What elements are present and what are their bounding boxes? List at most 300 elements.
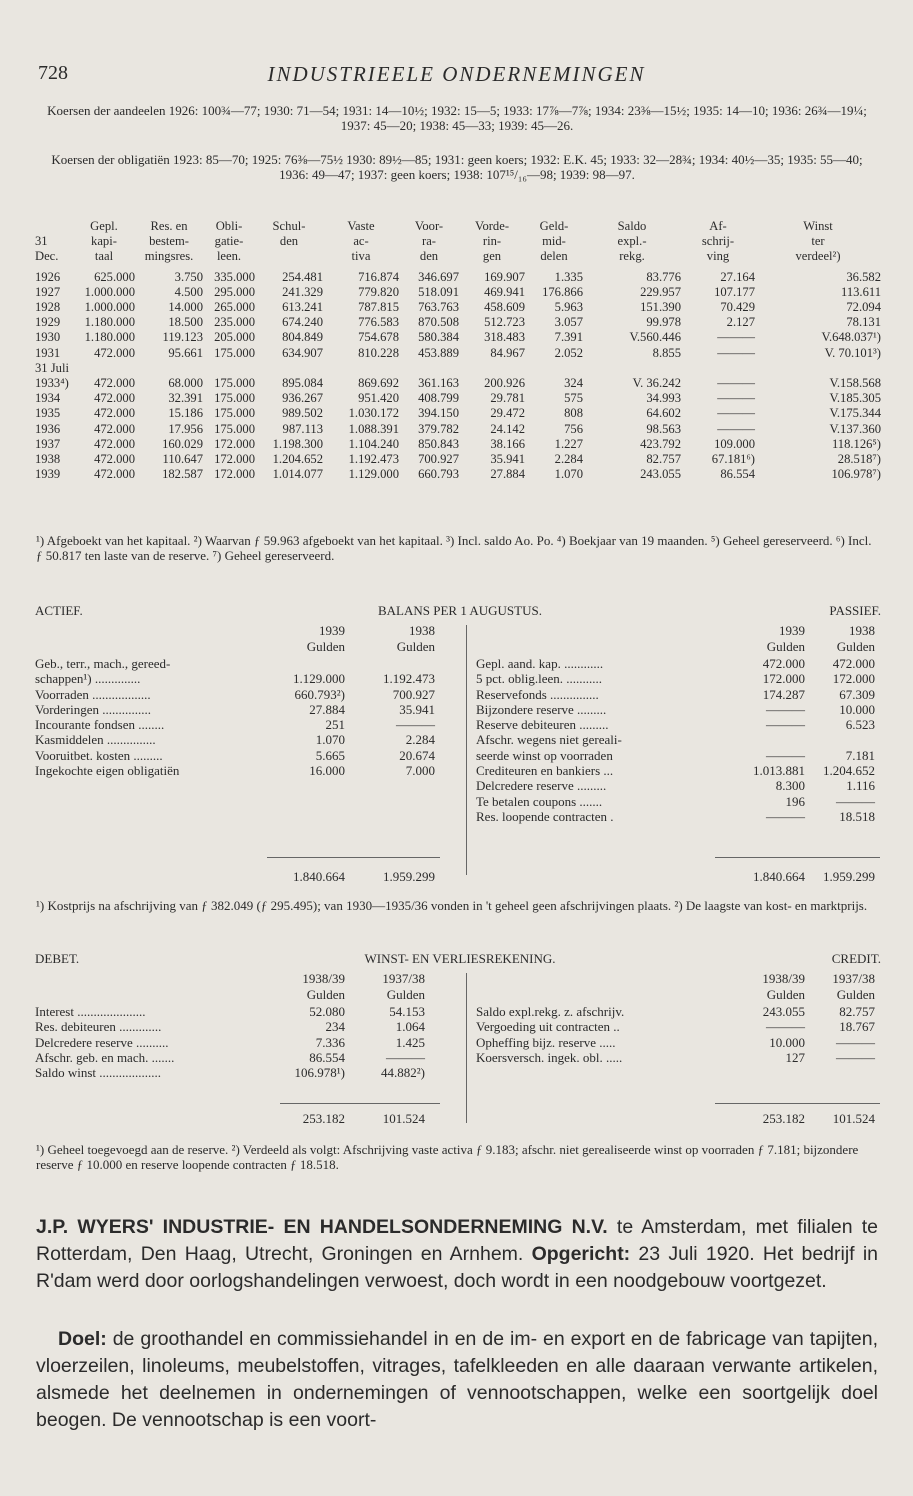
- table-cell: 850.843: [418, 436, 459, 451]
- table-cell: 99.978: [646, 315, 681, 330]
- table-cell: ———: [717, 406, 755, 421]
- table-cell: 182.587: [162, 467, 203, 482]
- ledger-row: [476, 778, 881, 793]
- winst-unit-2: Gulden: [386, 987, 425, 1002]
- balans-notes: ¹) Kostprijs na afschrijving van ƒ 382.049 (ƒ 295.495); van 1930—1935/36 vonden in 't geheel geen afschrijvingen plaats. ²) De laagste van kost- en marktprijs.: [36, 898, 868, 913]
- table-cell: 580.384: [418, 330, 459, 345]
- table-cell: 756: [564, 421, 583, 436]
- main-table-header-cell: [399, 219, 459, 265]
- ledger-value-2: 172.000: [832, 671, 875, 687]
- doel-text: de groothandel en commissiehandel in en de im- en export en de fabricage van tapijten, vloerzeilen, linoleums, meubelstoffen, vitrages, tafelkleeden en alle daaraan verwante artikelen, alsmede het deelnemen in ondernemingen of vennootschappen, welke een soortgelijk doel beogen. De vennootschap is een voort-: [36, 1328, 878, 1431]
- header-line: ving: [706, 249, 730, 264]
- passief-total-rule: [715, 857, 880, 858]
- ledger-label: Res. loopende contracten .: [476, 808, 614, 824]
- actief-total-2: 1.959.299: [383, 869, 435, 884]
- header-line: 31: [35, 234, 48, 248]
- table-row: [35, 391, 881, 406]
- ledger-value-1: 10.000: [769, 1034, 805, 1050]
- table-cell: 324: [564, 376, 583, 391]
- ledger-value-1: 5.665: [315, 747, 345, 763]
- header-line: gatie-: [214, 234, 244, 249]
- ledger-row: [35, 671, 455, 686]
- ledger-row: [476, 732, 881, 747]
- table-cell: ———: [717, 376, 755, 391]
- ledger-row: [35, 1019, 455, 1034]
- ledger-row: [35, 1065, 455, 1080]
- table-cell: 18.500: [168, 315, 203, 330]
- table-cell: 512.723: [484, 315, 525, 330]
- table-cell: 98.563: [646, 421, 681, 436]
- ledger-label: Koersversch. ingek. obl. .....: [476, 1049, 623, 1065]
- ledger-row: [476, 671, 881, 686]
- credit-list: [476, 1004, 881, 1065]
- table-cell: 870.508: [418, 315, 459, 330]
- table-cell: 35.941: [490, 452, 525, 467]
- main-table-header: [35, 219, 881, 270]
- table-cell: [459, 361, 525, 376]
- table-cell: 808: [564, 406, 583, 421]
- company-doel: [36, 1326, 878, 1434]
- table-cell: 625.000: [94, 269, 135, 284]
- table-cell: 265.000: [214, 300, 255, 315]
- table-cell: 83.776: [646, 269, 681, 284]
- header-line: Voor-: [414, 219, 444, 233]
- row-year: 1935: [35, 406, 61, 421]
- debet-total-2: 101.524: [382, 1111, 425, 1126]
- ledger-label: Reserve debiteuren .........: [476, 717, 609, 733]
- ledger-label: Interest .....................: [35, 1004, 146, 1019]
- ledger-label: Saldo expl.rekg. z. afschrijv.: [476, 1004, 625, 1019]
- ledger-label: Kasmiddelen ...............: [35, 732, 156, 748]
- ledger-row: [35, 717, 455, 732]
- ledger-value-2: 7.181: [845, 747, 875, 763]
- row-year: 1934: [35, 391, 61, 406]
- table-cell: 776.583: [358, 315, 399, 330]
- balans-passief-heading: PASSIEF.: [829, 603, 881, 618]
- ledger-row: [476, 809, 881, 824]
- ledger-row: [476, 1019, 881, 1034]
- table-cell: 3.057: [554, 315, 583, 330]
- table-cell: 160.029: [162, 436, 203, 451]
- table-cell: 241.329: [282, 284, 323, 299]
- balans-p-year-1: 1939: [779, 623, 805, 638]
- balans-unit-1: Gulden: [306, 639, 345, 654]
- table-cell: ———: [717, 345, 755, 360]
- row-year: 1931: [35, 345, 61, 360]
- table-cell: 472.000: [94, 406, 135, 421]
- ledger-value-2: 18.518: [839, 808, 875, 824]
- table-cell: 175.000: [214, 421, 255, 436]
- table-cell: 779.820: [358, 284, 399, 299]
- winst-c-year-2: 1937/38: [832, 971, 875, 986]
- table-cell: [255, 361, 323, 376]
- actief-list: [35, 656, 455, 778]
- table-row: [35, 452, 881, 467]
- table-cell: 951.420: [358, 391, 399, 406]
- table-cell: 1.030.172: [348, 406, 399, 421]
- table-cell: 15.186: [168, 406, 203, 421]
- table-cell: 200.926: [484, 376, 525, 391]
- table-cell: 119.123: [162, 330, 203, 345]
- ledger-label: Delcredere reserve ..........: [35, 1034, 169, 1050]
- main-table-header-cell: [135, 219, 203, 265]
- main-table-header-cell: [323, 219, 399, 265]
- main-table-header-cell: [583, 219, 681, 265]
- table-cell: 318.483: [484, 330, 525, 345]
- table-cell: 175.000: [214, 345, 255, 360]
- table-cell: 518.091: [418, 284, 459, 299]
- table-cell: 989.502: [282, 406, 323, 421]
- table-cell: 763.763: [418, 300, 459, 315]
- table-cell: 34.993: [646, 391, 681, 406]
- ledger-value-2: ———: [836, 1049, 875, 1065]
- ledger-row: [476, 1004, 881, 1019]
- ledger-row: [35, 748, 455, 763]
- debet-total-1: 253.182: [302, 1111, 345, 1126]
- table-cell: 67.181⁶): [711, 452, 755, 467]
- main-table: [35, 219, 881, 482]
- table-cell: V.560.446: [629, 330, 681, 345]
- ledger-row: [476, 702, 881, 717]
- table-cell: 1.180.000: [84, 315, 135, 330]
- main-table-header-cell: [73, 219, 135, 265]
- row-year: 1928: [35, 300, 61, 315]
- ledger-label: Te betalen coupons .......: [476, 793, 603, 809]
- header-line: Gepl.: [90, 219, 118, 233]
- balans-title: BALANS PER 1 AUGUSTUS.: [378, 603, 542, 618]
- ledger-value-2: ———: [396, 717, 435, 733]
- ledger-value-2: 1.204.652: [823, 763, 875, 779]
- header-line: taal: [94, 249, 114, 264]
- table-cell: 151.390: [640, 300, 681, 315]
- balans-p-unit-2: Gulden: [836, 639, 875, 654]
- row-year: 1930: [35, 330, 61, 345]
- ledger-row: [476, 1035, 881, 1050]
- main-table-header-cell: [255, 219, 323, 265]
- table-cell: 172.000: [214, 436, 255, 451]
- ledger-row: [476, 748, 881, 763]
- opgericht-text: 23 Juli 1920. Het bedrijf in R'dam werd door oorlogshandelingen verwoest, doch wordt in een noodgebouw voortgezet.: [36, 1243, 879, 1292]
- table-cell: 229.957: [640, 284, 681, 299]
- table-cell: 2.284: [554, 452, 583, 467]
- ledger-value-1: ———: [766, 747, 805, 763]
- table-row: [35, 467, 881, 482]
- ledger-label: Voorraden ..................: [35, 686, 151, 702]
- header-line: Vorde-: [474, 219, 510, 233]
- ledger-label: 5 pct. oblig.leen. ...........: [476, 671, 603, 687]
- header-line: tiva: [351, 249, 371, 264]
- table-cell: 472.000: [94, 391, 135, 406]
- winst-divider: [466, 973, 467, 1123]
- table-cell: V.175.344: [829, 406, 881, 421]
- header-line: Dec.: [35, 249, 59, 264]
- table-cell: 472.000: [94, 467, 135, 482]
- ledger-value-2: 1.425: [395, 1034, 425, 1050]
- row-year: 1929: [35, 315, 61, 330]
- opgericht-label: Opgericht:: [531, 1243, 631, 1265]
- credit-total-rule: [715, 1103, 880, 1104]
- table-cell: 175.000: [214, 391, 255, 406]
- ledger-label: schappen¹) ..............: [35, 671, 141, 687]
- table-cell: [73, 361, 135, 376]
- row-year: 1937: [35, 436, 61, 451]
- main-table-header-cell: [203, 219, 255, 265]
- ledger-value-1: 106.978¹): [294, 1065, 345, 1081]
- table-cell: 169.907: [484, 269, 525, 284]
- ledger-label: seerde winst op voorraden: [476, 747, 613, 763]
- ledger-value-2: 700.927: [392, 686, 435, 702]
- table-cell: V.137.360: [829, 421, 881, 436]
- table-cell: 24.142: [490, 421, 525, 436]
- table-cell: 869.692: [358, 376, 399, 391]
- ledger-row: [476, 763, 881, 778]
- ledger-row: [35, 656, 455, 671]
- ledger-value-2: 44.882²): [381, 1065, 425, 1081]
- credit-total-1: 253.182: [762, 1111, 805, 1126]
- table-row: [35, 285, 881, 300]
- table-cell: 84.967: [490, 345, 525, 360]
- header-line: gen: [482, 249, 502, 264]
- ledger-value-2: 1.064: [395, 1019, 425, 1035]
- table-cell: 172.000: [214, 467, 255, 482]
- table-cell: 36.582: [846, 269, 881, 284]
- table-cell: 118.126⁵): [831, 436, 881, 451]
- actief-total-1: 1.840.664: [293, 869, 345, 884]
- header-line: schrij-: [701, 234, 735, 249]
- table-cell: 1.070: [554, 467, 583, 482]
- row-year: 1939: [35, 467, 61, 482]
- header-line: Schul-: [272, 219, 306, 233]
- ledger-value-2: 2.284: [405, 732, 435, 748]
- table-cell: 243.055: [640, 467, 681, 482]
- credit-total-2: 101.524: [832, 1111, 875, 1126]
- ledger-value-2: ———: [386, 1049, 425, 1065]
- row-year: 1938: [35, 452, 61, 467]
- table-cell: ———: [717, 330, 755, 345]
- main-table-header-row: [35, 219, 881, 265]
- header-line: expl.-: [617, 234, 647, 249]
- table-cell: 109.000: [714, 436, 755, 451]
- table-cell: 1.129.000: [348, 467, 399, 482]
- table-cell: 113.611: [841, 284, 881, 299]
- header-line: verdeel²): [795, 249, 841, 264]
- ledger-value-2: 54.153: [389, 1004, 425, 1019]
- ledger-value-2: ———: [836, 793, 875, 809]
- debet-total-rule: [280, 1103, 440, 1104]
- table-row: [35, 376, 881, 391]
- table-cell: 936.267: [282, 391, 323, 406]
- table-cell: 254.481: [282, 269, 323, 284]
- table-cell: 423.792: [640, 436, 681, 451]
- table-cell: 38.166: [490, 436, 525, 451]
- ledger-value-1: 127: [785, 1049, 805, 1065]
- ledger-label: Afschr. wegens niet gereali-: [476, 732, 622, 748]
- ledger-label: Crediteuren en bankiers ...: [476, 763, 614, 779]
- table-cell: 335.000: [214, 269, 255, 284]
- header-line: bestem-: [149, 234, 189, 249]
- ledger-label: Res. debiteuren .............: [35, 1019, 162, 1035]
- table-cell: 1.104.240: [348, 436, 399, 451]
- header-line: Saldo: [617, 219, 647, 233]
- table-cell: [681, 361, 755, 376]
- table-cell: 472.000: [94, 345, 135, 360]
- ledger-row: [35, 702, 455, 717]
- main-table-header-cell: [681, 219, 755, 265]
- table-cell: 1.204.652: [272, 452, 323, 467]
- table-row: [35, 437, 881, 452]
- table-cell: 1.088.391: [348, 421, 399, 436]
- table-row: [35, 406, 881, 421]
- table-cell: 1.014.077: [272, 467, 323, 482]
- page-header: [38, 62, 875, 90]
- table-cell: 987.113: [282, 421, 323, 436]
- ledger-label: Bijzondere reserve .........: [476, 701, 607, 717]
- ledger-row: [476, 717, 881, 732]
- winst-title: WINST- EN VERLIESREKENING.: [364, 951, 556, 966]
- table-cell: V.185.305: [829, 391, 881, 406]
- table-cell: V. 70.101³): [824, 345, 881, 360]
- table-cell: 32.391: [168, 391, 203, 406]
- koersen-obligatien: Koersen der obligatiën 1923: 85—70; 1925: 76⅜—75½ 1930: 89½—85; 1931: geen koers; 1932: E.K. 45; 1933: 32—28¾; 1934: 40½—35; 1935: 55—40; 1936: 49—47; 1937: geen koers; 1938: 107¹⁵/₁₆—98; 1939: 98—97.: [51, 152, 863, 182]
- table-cell: 27.884: [490, 467, 525, 482]
- koersen-aandeelen: Koersen der aandeelen 1926: 100¾—77; 1930: 71—54; 1931: 14—10½; 1932: 15—5; 1933: 17⅞—7⅞; 1934: 23⅜—15½; 1935: 14—10; 1936: 26¾—19¼; 1937: 45—20; 1938: 45—33; 1939: 45—26.: [47, 103, 867, 133]
- table-cell: [203, 361, 255, 376]
- table-cell: 72.094: [846, 300, 881, 315]
- header-line: Af-: [709, 219, 727, 233]
- winst-credit-heading: CREDIT.: [831, 951, 881, 966]
- header-line: den: [419, 249, 439, 264]
- row-year: 31 Juli: [35, 360, 69, 375]
- company-intro: te Amsterdam, met filialen te Rotterdam, Den Haag, Utrecht, Groningen en Arnhem.: [36, 1216, 879, 1265]
- balans-year-1: 1939: [319, 623, 345, 638]
- ledger-value-1: 234: [325, 1019, 345, 1035]
- table-cell: 27.164: [720, 269, 755, 284]
- table-cell: 78.131: [846, 315, 881, 330]
- table-cell: 29.781: [490, 391, 525, 406]
- table-cell: 361.163: [418, 376, 459, 391]
- ledger-value-1: 174.287: [762, 686, 805, 702]
- ledger-row: [35, 1035, 455, 1050]
- table-cell: 810.228: [358, 345, 399, 360]
- ledger-row: [476, 687, 881, 702]
- row-year: 1936: [35, 421, 61, 436]
- main-table-notes: ¹) Afgeboekt van het kapitaal. ²) Waarvan ƒ 59.963 afgeboekt van het kapitaal. ³) Incl. saldo Ao. Po. ⁴) Boekjaar van 19 maanden. ⁵) Geheel gereserveerd. ⁶) Incl. ƒ 50.817 ten laste van de reserve. ⁷) Geheel gereserveerd.: [36, 533, 872, 563]
- table-cell: 4.500: [174, 284, 203, 299]
- ledger-label: Geb., terr., mach., gereed-: [35, 656, 171, 671]
- ledger-row: [476, 794, 881, 809]
- ledger-value-1: 52.080: [309, 1004, 345, 1019]
- header-line: Res. en: [150, 219, 188, 233]
- table-row: [35, 346, 881, 361]
- winst-year-1: 1938/39: [302, 971, 345, 986]
- ledger-label: Incourante fondsen ........: [35, 717, 165, 733]
- table-cell: 107.177: [714, 284, 755, 299]
- header-line: rin-: [482, 234, 502, 249]
- table-row: [35, 422, 881, 437]
- table-cell: 787.815: [358, 300, 399, 315]
- ledger-value-1: 16.000: [309, 763, 345, 779]
- ledger-value-1: 1.013.881: [753, 763, 805, 779]
- winst-year-2: 1937/38: [382, 971, 425, 986]
- ledger-value-1: 172.000: [762, 671, 805, 687]
- ledger-label: Vorderingen ...............: [35, 701, 152, 717]
- balans-actief-heading: ACTIEF.: [35, 603, 83, 618]
- table-cell: [525, 361, 583, 376]
- passief-list: [476, 656, 881, 824]
- ledger-label: Gepl. aand. kap. ............: [476, 656, 604, 671]
- table-cell: 754.678: [358, 330, 399, 345]
- table-cell: 8.855: [652, 345, 681, 360]
- table-cell: 1.192.473: [348, 452, 399, 467]
- ledger-value-1: ———: [766, 808, 805, 824]
- table-cell: 68.000: [168, 376, 203, 391]
- ledger-label: Afschr. geb. en mach. .......: [35, 1049, 175, 1065]
- table-cell: 379.782: [418, 421, 459, 436]
- ledger-value-2: 1.116: [846, 778, 875, 794]
- table-cell: 7.391: [554, 330, 583, 345]
- header-line: kapi-: [91, 234, 117, 249]
- table-cell: 110.647: [162, 452, 203, 467]
- table-cell: 408.799: [418, 391, 459, 406]
- ledger-value-2: 18.767: [839, 1019, 875, 1035]
- table-cell: 575: [564, 391, 583, 406]
- table-cell: ———: [717, 391, 755, 406]
- ledger-row: [35, 687, 455, 702]
- table-cell: [583, 361, 681, 376]
- table-cell: 660.793: [418, 467, 459, 482]
- header-line: den: [279, 234, 299, 249]
- ledger-value-2: 67.309: [839, 686, 875, 702]
- row-year: 1933⁴): [35, 376, 69, 391]
- header-line: rekg.: [619, 249, 645, 264]
- ledger-value-1: 7.336: [315, 1034, 345, 1050]
- table-cell: 634.907: [282, 345, 323, 360]
- table-cell: 235.000: [214, 315, 255, 330]
- table-cell: 346.697: [418, 269, 459, 284]
- balans-year-2: 1938: [409, 623, 435, 638]
- balans-p-year-2: 1938: [849, 623, 875, 638]
- table-cell: 1.180.000: [84, 330, 135, 345]
- ledger-label: Ingekochte eigen obligatiën: [35, 763, 180, 779]
- header-line: mingsres.: [144, 249, 194, 264]
- table-cell: 472.000: [94, 452, 135, 467]
- ledger-value-1: 1.070: [315, 732, 345, 748]
- table-cell: V.648.037¹): [821, 330, 881, 345]
- table-row: [35, 361, 881, 376]
- table-cell: 1.198.300: [272, 436, 323, 451]
- table-cell: [755, 361, 881, 376]
- ledger-label: Opheffing bijz. reserve .....: [476, 1034, 616, 1050]
- ledger-value-2: 35.941: [399, 701, 435, 717]
- table-cell: 716.874: [358, 269, 399, 284]
- balans-divider: [466, 625, 467, 875]
- ledger-value-2: ———: [836, 1034, 875, 1050]
- ledger-label: Vergoeding uit contracten ..: [476, 1019, 620, 1035]
- winst-debet-heading: DEBET.: [35, 951, 80, 966]
- table-cell: 613.241: [282, 300, 323, 315]
- table-cell: 64.602: [646, 406, 681, 421]
- table-cell: 2.127: [726, 315, 755, 330]
- table-cell: 14.000: [168, 300, 203, 315]
- header-line: ac-: [353, 234, 369, 249]
- table-cell: 472.000: [94, 436, 135, 451]
- row-year: 1927: [35, 284, 61, 299]
- ledger-value-1: 251: [325, 717, 345, 733]
- winst-notes: ¹) Geheel toegevoegd aan de reserve. ²) Verdeeld als volgt: Afschrijving vaste activa ƒ 9.183; afschr. niet gerealiseerde winst op voorraden ƒ 7.181; bijzondere reserve ƒ 10.000 en reserve loopende contracten ƒ 18.518.: [36, 1142, 859, 1172]
- ledger-value-2: 6.523: [845, 717, 875, 733]
- header-line: Vaste: [347, 219, 375, 233]
- table-cell: [323, 361, 399, 376]
